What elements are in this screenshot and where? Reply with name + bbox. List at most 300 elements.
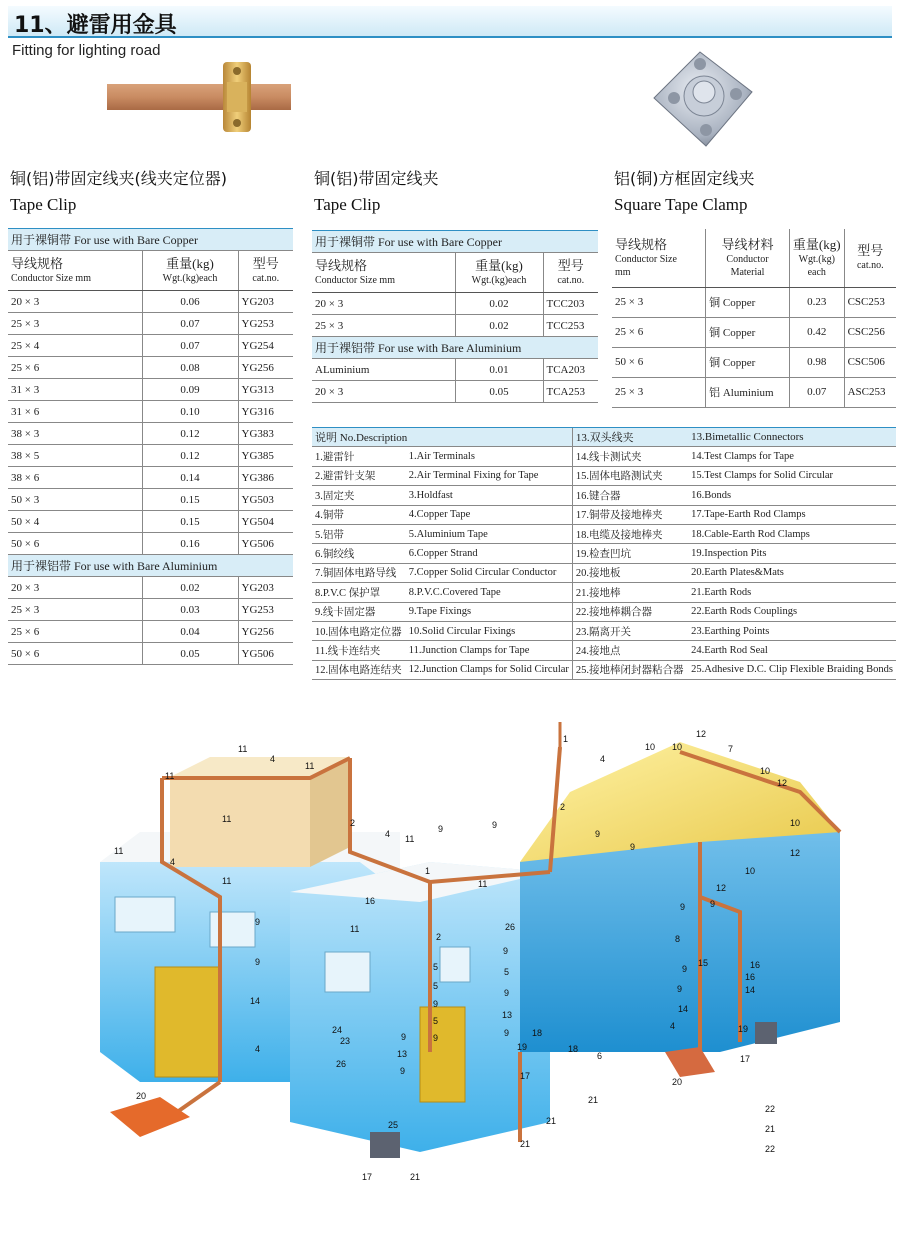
- weight-cell: 0.09: [142, 379, 238, 401]
- section-3-title-cn: 铝(铜)方框固定线夹: [614, 169, 755, 188]
- table-row: [312, 315, 598, 337]
- table-row: [8, 599, 293, 621]
- svg-text:1: 1: [425, 866, 431, 876]
- svg-text:14: 14: [250, 996, 261, 1006]
- svg-text:9: 9: [710, 899, 716, 909]
- weight-header-en: Wgt.(kg)each: [471, 275, 527, 286]
- size-cell: 25 × 6: [8, 357, 142, 379]
- svg-text:9: 9: [503, 946, 509, 956]
- size-cell: 25 × 6: [612, 317, 706, 347]
- item-en: 6.Copper Strand: [406, 544, 573, 563]
- cat-no-cell: YG256: [238, 621, 293, 643]
- item-en: 11.Junction Clamps for Tape: [406, 641, 573, 660]
- svg-text:17: 17: [520, 1071, 531, 1081]
- weight-cell: 0.06: [142, 291, 238, 313]
- item-en: 4.Copper Tape: [406, 505, 573, 524]
- svg-text:11: 11: [165, 771, 175, 781]
- table-row: [8, 445, 293, 467]
- description-row: [312, 524, 896, 543]
- size-cell: 20 × 3: [8, 291, 142, 313]
- item-cn: 19.检查凹坑: [572, 544, 688, 563]
- table-row: [8, 643, 293, 665]
- material-header-en: Conductor: [726, 253, 769, 265]
- cat-no-cell: TCC203: [543, 293, 598, 315]
- size-header-cn: 导线规格: [11, 256, 64, 271]
- tape-clip-table-2: [312, 230, 598, 403]
- svg-text:24: 24: [332, 1025, 343, 1035]
- weight-cell: 0.03: [142, 599, 238, 621]
- item-cn: 21.接地棒: [572, 583, 688, 602]
- item-cn: 11.线卡连结夹: [312, 641, 406, 660]
- item-en: 3.Holdfast: [406, 486, 573, 505]
- item-cn: 24.接地点: [572, 641, 688, 660]
- size-cell: 38 × 6: [8, 467, 142, 489]
- svg-text:5: 5: [433, 981, 439, 991]
- svg-text:9: 9: [504, 1028, 510, 1038]
- cat-header-en: cat.no.: [252, 273, 280, 284]
- weight-header-cn: 重量(kg): [792, 236, 841, 252]
- cat-no-cell: YG313: [238, 379, 293, 401]
- material-cell: 铜 Copper: [706, 347, 790, 377]
- table-header-row: [312, 253, 598, 293]
- size-cell: 20 × 3: [312, 293, 455, 315]
- item-cn: 10.固体电路定位器: [312, 621, 406, 640]
- description-table: [312, 427, 896, 680]
- svg-text:4: 4: [270, 754, 276, 764]
- svg-text:9: 9: [595, 829, 601, 839]
- section-3-title-en: Square Tape Clamp: [614, 195, 748, 214]
- item-en: 2.Air Terminal Fixing for Tape: [406, 466, 573, 485]
- size-cell: 20 × 3: [312, 381, 455, 403]
- item-en: 1.Air Terminals: [406, 447, 573, 466]
- svg-text:4: 4: [600, 754, 606, 764]
- weight-header-cn: 重量(kg): [475, 258, 523, 273]
- material-header: [706, 229, 790, 287]
- cat-header-cn: 型号: [857, 243, 884, 259]
- description-row: [312, 621, 896, 640]
- svg-text:12: 12: [777, 778, 788, 788]
- weight-cell: 0.08: [142, 357, 238, 379]
- table-row: [8, 401, 293, 423]
- svg-text:4: 4: [170, 857, 176, 867]
- svg-text:10: 10: [645, 742, 656, 752]
- cat-no-cell: CSC253: [844, 287, 896, 317]
- size-header-unit: mm: [615, 266, 631, 278]
- svg-text:20: 20: [136, 1091, 147, 1101]
- table-row: [312, 381, 598, 403]
- installation-diagram: [100, 722, 860, 1192]
- square-tape-clamp-photo: [640, 34, 768, 162]
- svg-text:11: 11: [114, 846, 124, 856]
- svg-text:14: 14: [745, 985, 756, 995]
- item-en: 5.Aluminium Tape: [406, 524, 573, 543]
- item-en: 10.Solid Circular Fixings: [406, 621, 573, 640]
- svg-text:9: 9: [433, 999, 439, 1009]
- size-cell: 20 × 3: [8, 577, 142, 599]
- cat-no-cell: YG203: [238, 577, 293, 599]
- svg-text:16: 16: [365, 896, 376, 906]
- item-en: 15.Test Clamps for Solid Circular: [688, 466, 896, 485]
- svg-text:11: 11: [305, 761, 315, 771]
- size-header: [612, 229, 706, 287]
- svg-text:21: 21: [520, 1139, 531, 1149]
- table-row: [612, 377, 896, 407]
- svg-text:9: 9: [255, 957, 261, 967]
- section-2-heading: [314, 166, 439, 218]
- item-en: 16.Bonds: [688, 486, 896, 505]
- svg-text:10: 10: [745, 866, 756, 876]
- weight-cell: 0.02: [455, 293, 543, 315]
- description-row: [312, 544, 896, 563]
- item-cn: 18.电缆及接地棒夹: [572, 524, 688, 543]
- size-cell: 25 × 4: [8, 335, 142, 357]
- item-en: 24.Earth Rod Seal: [688, 641, 896, 660]
- cat-header-cn: 型号: [252, 256, 279, 271]
- table-band-row: [312, 337, 598, 359]
- item-cn: 12.固体电路连结夹: [312, 660, 406, 679]
- item-en: 7.Copper Solid Circular Conductor: [406, 563, 573, 582]
- table-row: [8, 577, 293, 599]
- svg-text:11: 11: [478, 879, 488, 889]
- svg-text:22: 22: [765, 1144, 776, 1154]
- table-header-row: [612, 229, 896, 287]
- material-header-cn: 导线材料: [721, 236, 774, 252]
- svg-text:15: 15: [698, 958, 709, 968]
- svg-text:9: 9: [630, 842, 636, 852]
- description-row: [312, 486, 896, 505]
- weight-header: [789, 229, 844, 287]
- tape-clip-table-1: [8, 228, 293, 665]
- svg-text:2: 2: [560, 802, 566, 812]
- item-cn: 1.避雷针: [312, 447, 406, 466]
- svg-text:19: 19: [517, 1042, 528, 1052]
- weight-header-cn: 重量(kg): [166, 256, 214, 271]
- cat-no-cell: YG254: [238, 335, 293, 357]
- band-label: 用于裸铜带 For use with Bare Copper: [312, 231, 598, 253]
- item-cn: 17.铜带及接地棒夹: [572, 505, 688, 524]
- item-cn: 9.线卡固定器: [312, 602, 406, 621]
- cat-no-cell: ASC253: [844, 377, 896, 407]
- svg-text:10: 10: [790, 818, 801, 828]
- weight-cell: 0.12: [142, 445, 238, 467]
- table-row: [612, 317, 896, 347]
- size-cell: 25 × 3: [8, 599, 142, 621]
- table-row: [312, 293, 598, 315]
- item-cn: 4.铜带: [312, 505, 406, 524]
- svg-text:10: 10: [672, 742, 683, 752]
- weight-cell: 0.42: [789, 317, 844, 347]
- description-row: [312, 428, 896, 447]
- item-en: 18.Cable-Earth Rod Clamps: [688, 524, 896, 543]
- svg-text:5: 5: [504, 967, 510, 977]
- size-header-cn: 导线规格: [615, 236, 668, 252]
- cat-no-cell: YG386: [238, 467, 293, 489]
- item-en: 22.Earth Rods Couplings: [688, 602, 896, 621]
- svg-text:8: 8: [675, 934, 681, 944]
- svg-text:11: 11: [350, 924, 360, 934]
- section-3-heading: [614, 166, 755, 218]
- svg-text:7: 7: [728, 744, 734, 754]
- cat-no-cell: CSC506: [844, 347, 896, 377]
- svg-text:9: 9: [680, 902, 686, 912]
- item-en: 12.Junction Clamps for Solid Circular: [406, 660, 573, 679]
- svg-text:2: 2: [436, 932, 442, 942]
- table-row: [612, 347, 896, 377]
- item-en: 8.P.V.C.Covered Tape: [406, 583, 573, 602]
- svg-text:11: 11: [405, 834, 415, 844]
- table-header-row: [8, 251, 293, 291]
- weight-cell: 0.14: [142, 467, 238, 489]
- table-row: [8, 313, 293, 335]
- item-cn: 13.双头线夹: [572, 428, 688, 447]
- section-1-heading: [10, 166, 227, 218]
- cat-no-cell: YG253: [238, 599, 293, 621]
- item-cn: 16.键合器: [572, 486, 688, 505]
- weight-cell: 0.07: [789, 377, 844, 407]
- svg-text:26: 26: [505, 922, 516, 932]
- svg-text:9: 9: [433, 1033, 439, 1043]
- size-cell: 50 × 6: [612, 347, 706, 377]
- item-cn: 5.铝带: [312, 524, 406, 543]
- table-band-row: [8, 555, 293, 577]
- size-cell: 50 × 6: [8, 533, 142, 555]
- size-cell: 50 × 4: [8, 511, 142, 533]
- weight-cell: 0.23: [789, 287, 844, 317]
- item-en: 14.Test Clamps for Tape: [688, 447, 896, 466]
- description-row: [312, 602, 896, 621]
- table-band-row: [8, 229, 293, 251]
- table-row: [8, 467, 293, 489]
- svg-text:9: 9: [677, 984, 683, 994]
- svg-text:9: 9: [682, 964, 688, 974]
- item-en: 17.Tape-Earth Rod Clamps: [688, 505, 896, 524]
- cat-header: [543, 253, 598, 293]
- cat-no-cell: CSC256: [844, 317, 896, 347]
- description-row: [312, 563, 896, 582]
- description-row: [312, 466, 896, 485]
- svg-text:12: 12: [696, 729, 707, 739]
- weight-cell: 0.02: [142, 577, 238, 599]
- size-header: [312, 253, 455, 293]
- table-row: [8, 335, 293, 357]
- item-en: 21.Earth Rods: [688, 583, 896, 602]
- band-label: 用于裸铝带 For use with Bare Aluminium: [312, 337, 598, 359]
- item-en: 9.Tape Fixings: [406, 602, 573, 621]
- item-cn: 15.固体电路测试夹: [572, 466, 688, 485]
- svg-text:21: 21: [765, 1124, 776, 1134]
- svg-text:9: 9: [401, 1032, 407, 1042]
- size-header-en: Conductor Size mm: [315, 275, 395, 286]
- description-heading: 说明 No.Description: [312, 428, 572, 447]
- item-cn: 6.铜绞线: [312, 544, 406, 563]
- svg-text:9: 9: [504, 988, 510, 998]
- material-cell: 铜 Copper: [706, 317, 790, 347]
- svg-text:9: 9: [438, 824, 444, 834]
- cat-no-cell: YG506: [238, 533, 293, 555]
- weight-cell: 0.16: [142, 533, 238, 555]
- svg-text:13: 13: [397, 1049, 408, 1059]
- size-cell: 25 × 3: [612, 377, 706, 407]
- weight-cell: 0.01: [455, 359, 543, 381]
- cat-no-cell: TCC253: [543, 315, 598, 337]
- cat-header: [238, 251, 293, 291]
- cat-no-cell: YG203: [238, 291, 293, 313]
- item-cn: 20.接地板: [572, 563, 688, 582]
- cat-header-en: cat.no.: [856, 260, 884, 272]
- svg-text:11: 11: [238, 744, 248, 754]
- weight-header-en: Wgt.(kg): [798, 253, 835, 265]
- svg-text:21: 21: [546, 1116, 557, 1126]
- cat-header-cn: 型号: [557, 258, 584, 273]
- svg-text:9: 9: [492, 820, 498, 830]
- weight-cell: 0.07: [142, 335, 238, 357]
- size-cell: 25 × 3: [612, 287, 706, 317]
- size-header: [8, 251, 142, 291]
- weight-cell: 0.02: [455, 315, 543, 337]
- weight-cell: 0.05: [455, 381, 543, 403]
- cat-no-cell: YG256: [238, 357, 293, 379]
- cat-no-cell: TCA253: [543, 381, 598, 403]
- table-row: [612, 287, 896, 317]
- svg-text:17: 17: [362, 1172, 373, 1182]
- cat-no-cell: YG253: [238, 313, 293, 335]
- svg-text:26: 26: [336, 1059, 347, 1069]
- cat-no-cell: YG316: [238, 401, 293, 423]
- table-row: [8, 357, 293, 379]
- svg-text:4: 4: [670, 1021, 676, 1031]
- table-row: [8, 379, 293, 401]
- item-en: 19.Inspection Pits: [688, 544, 896, 563]
- item-en: 20.Earth Plates&Mats: [688, 563, 896, 582]
- size-cell: 25 × 3: [312, 315, 455, 337]
- size-cell: 50 × 3: [8, 489, 142, 511]
- size-header-en: Conductor Size: [615, 253, 677, 265]
- description-row: [312, 505, 896, 524]
- section-2-title-cn: 铜(铝)带固定线夹: [314, 169, 439, 188]
- weight-cell: 0.15: [142, 511, 238, 533]
- svg-text:18: 18: [568, 1044, 579, 1054]
- svg-text:2: 2: [350, 818, 356, 828]
- item-en: 23.Earthing Points: [688, 621, 896, 640]
- table-row: [8, 489, 293, 511]
- svg-text:25: 25: [388, 1120, 399, 1130]
- table-row: [8, 511, 293, 533]
- svg-text:9: 9: [400, 1066, 406, 1076]
- size-cell: 38 × 5: [8, 445, 142, 467]
- svg-text:21: 21: [588, 1095, 599, 1105]
- svg-text:5: 5: [433, 962, 439, 972]
- description-row: [312, 660, 896, 679]
- item-cn: 8.P.V.C 保护罩: [312, 583, 406, 602]
- description-row: [312, 583, 896, 602]
- table-row: [8, 291, 293, 313]
- page-subtitle: Fitting for lighting road: [12, 42, 161, 59]
- size-cell: 25 × 3: [8, 313, 142, 335]
- item-en: 25.Adhesive D.C. Clip Flexible Braiding Bonds: [688, 660, 896, 679]
- svg-text:4: 4: [255, 1044, 261, 1054]
- item-cn: 22.接地棒耦合器: [572, 602, 688, 621]
- svg-text:12: 12: [790, 848, 801, 858]
- cat-header-en: cat.no.: [557, 275, 585, 286]
- size-cell: ALuminium: [312, 359, 455, 381]
- band-label: 用于裸铜带 For use with Bare Copper: [8, 229, 293, 251]
- weight-header: [142, 251, 238, 291]
- svg-text:4: 4: [385, 829, 391, 839]
- item-cn: 2.避雷针支架: [312, 466, 406, 485]
- table-row: [8, 621, 293, 643]
- svg-text:5: 5: [433, 1016, 439, 1026]
- weight-cell: 0.05: [142, 643, 238, 665]
- item-cn: 14.线卡测试夹: [572, 447, 688, 466]
- cat-no-cell: YG506: [238, 643, 293, 665]
- svg-text:9: 9: [255, 917, 261, 927]
- svg-text:16: 16: [745, 972, 756, 982]
- table-band-row: [312, 231, 598, 253]
- svg-text:11: 11: [222, 876, 232, 886]
- svg-text:14: 14: [678, 1004, 689, 1014]
- weight-cell: 0.12: [142, 423, 238, 445]
- cat-header: [844, 229, 896, 287]
- svg-text:21: 21: [410, 1172, 421, 1182]
- size-cell: 31 × 6: [8, 401, 142, 423]
- table-row: [8, 423, 293, 445]
- svg-text:10: 10: [760, 766, 771, 776]
- square-tape-clamp-table: [612, 229, 896, 408]
- material-header-en2: Material: [730, 266, 765, 278]
- svg-text:19: 19: [738, 1024, 749, 1034]
- section-1-title-en: Tape Clip: [10, 195, 77, 214]
- description-row: [312, 641, 896, 660]
- section-2-title-en: Tape Clip: [314, 195, 381, 214]
- svg-text:16: 16: [750, 960, 761, 970]
- svg-text:17: 17: [740, 1054, 751, 1064]
- size-cell: 50 × 6: [8, 643, 142, 665]
- page-title: 11、避雷用金具: [14, 13, 177, 38]
- weight-cell: 0.04: [142, 621, 238, 643]
- size-cell: 25 × 6: [8, 621, 142, 643]
- weight-cell: 0.98: [789, 347, 844, 377]
- size-cell: 31 × 3: [8, 379, 142, 401]
- band-label: 用于裸铝带 For use with Bare Aluminium: [8, 555, 293, 577]
- table-row: [8, 533, 293, 555]
- item-en: 13.Bimetallic Connectors: [688, 428, 896, 447]
- cat-no-cell: TCA203: [543, 359, 598, 381]
- svg-text:13: 13: [502, 1010, 513, 1020]
- svg-text:20: 20: [672, 1077, 683, 1087]
- svg-text:23: 23: [340, 1036, 351, 1046]
- cat-no-cell: YG385: [238, 445, 293, 467]
- cat-no-cell: YG504: [238, 511, 293, 533]
- size-cell: 38 × 3: [8, 423, 142, 445]
- svg-text:18: 18: [532, 1028, 543, 1038]
- size-header-en: Conductor Size mm: [11, 273, 91, 284]
- cat-no-cell: YG383: [238, 423, 293, 445]
- svg-text:11: 11: [222, 814, 232, 824]
- svg-text:1: 1: [563, 734, 569, 744]
- weight-cell: 0.07: [142, 313, 238, 335]
- section-1-title-cn: 铜(铝)带固定线夹(线夹定位器): [10, 169, 227, 188]
- item-cn: 7.铜固体电路导线: [312, 563, 406, 582]
- weight-cell: 0.10: [142, 401, 238, 423]
- table-row: [312, 359, 598, 381]
- material-cell: 铜 Copper: [706, 287, 790, 317]
- svg-text:6: 6: [597, 1051, 603, 1061]
- item-cn: 23.隔离开关: [572, 621, 688, 640]
- svg-text:12: 12: [716, 883, 727, 893]
- material-cell: 铝 Aluminium: [706, 377, 790, 407]
- svg-text:22: 22: [765, 1104, 776, 1114]
- weight-header-en2: each: [807, 266, 826, 278]
